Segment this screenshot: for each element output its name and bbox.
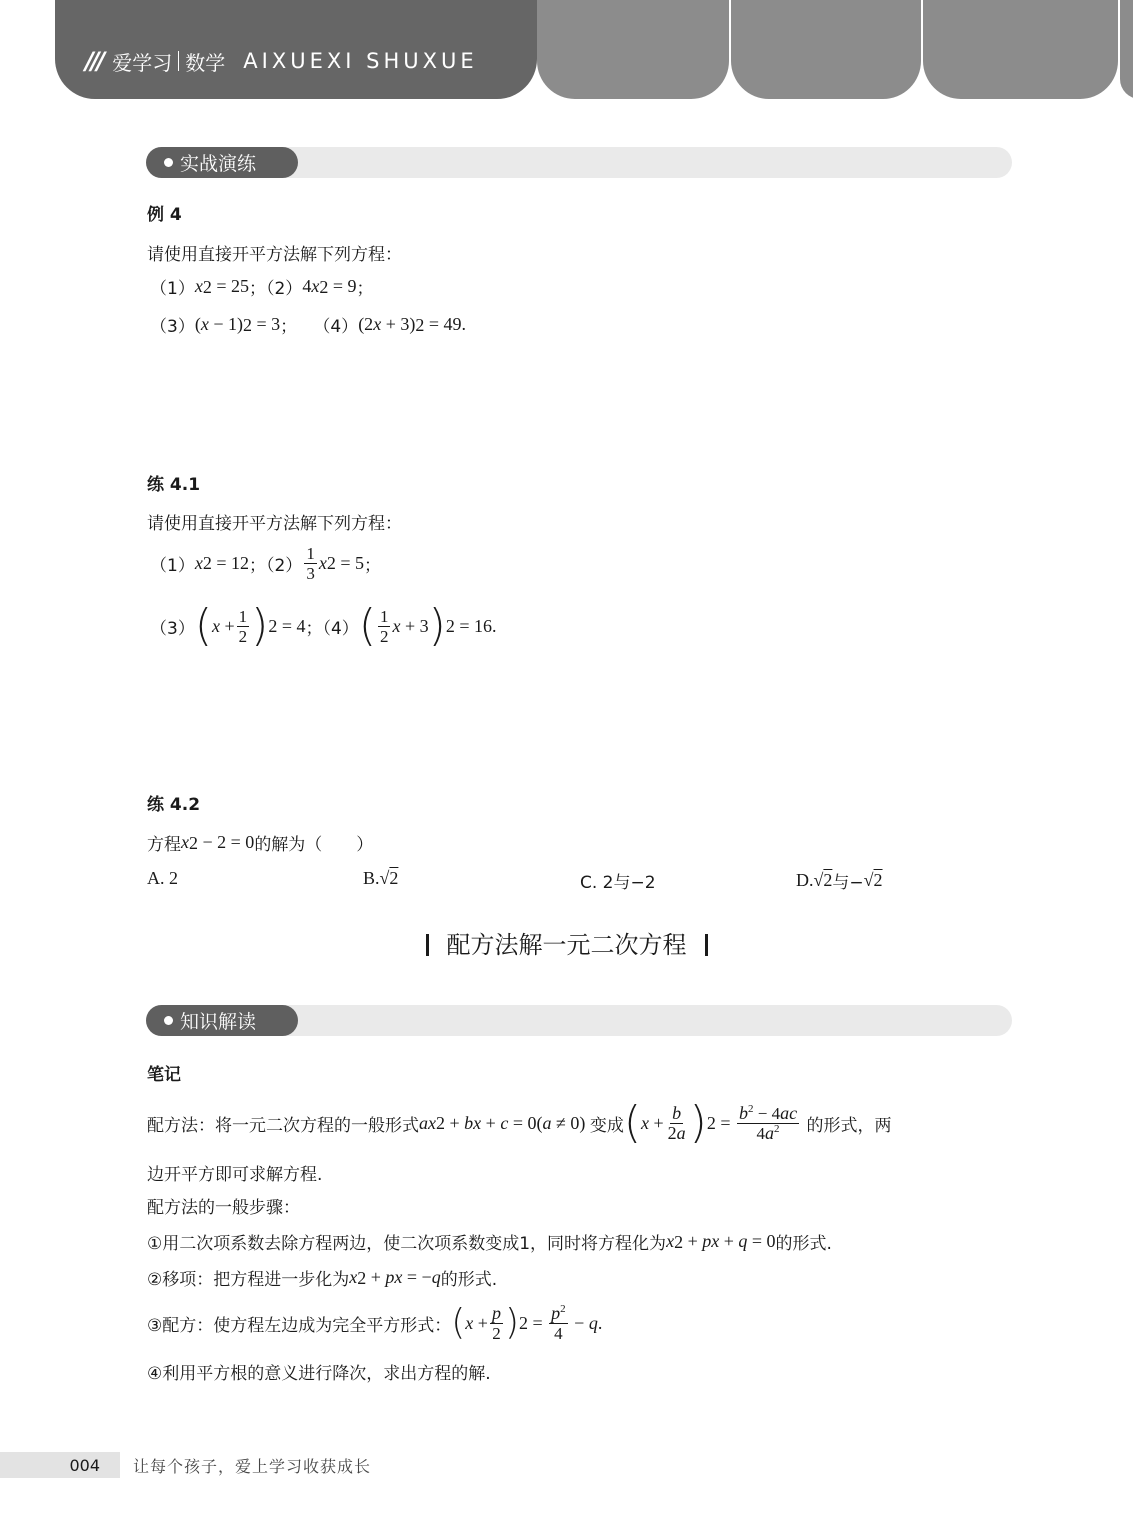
option-label: C. 2与−2 <box>580 873 656 893</box>
stem-text: 的解为（ ） <box>254 835 374 855</box>
chapter-title <box>0 925 1133 960</box>
practice-label: 练 4.1 <box>147 475 201 495</box>
step-3: ③配方：使方程左边成为完全平方形式： ( x + $\frac{p}{2}$ ) 2 = $\frac{p^2}{4}$ − q . <box>147 1302 603 1343</box>
sqrt-icon: √2 <box>379 868 399 888</box>
bullet-icon <box>164 1016 173 1025</box>
footer-slogan: 让每个孩子，爱上学习收获成长 <box>133 1457 372 1476</box>
example-line-1: （1） x 2 = 25 ；（2） 4 x 2 = 9 ； <box>150 276 374 299</box>
brand <box>85 44 478 78</box>
logo-icon: /// <box>85 47 103 75</box>
item-marker: （1） <box>150 279 195 299</box>
header-tab-1 <box>537 0 729 99</box>
item-marker: （1） <box>150 555 195 576</box>
def-text: 配方法：将一元二次方程的一般形式 <box>147 1115 419 1136</box>
option-label: B. <box>363 868 380 888</box>
item-marker: （4） <box>313 317 359 337</box>
step-text: ①用二次项系数去除方程两边，使二次项系数变成1，同时将方程化为 <box>147 1234 667 1254</box>
section-title: 知识解读 <box>180 1011 257 1033</box>
notes-definition: 配方法：将一元二次方程的一般形式 ax 2 + bx + c = 0( a ≠ 0) 变成 ( x + $\frac{b}{2a}$ ) 2 = $\frac{b^2 - 4ac}{4a^2}$ 的形式，两 <box>147 1097 892 1148</box>
item-marker: ；（2） <box>248 279 303 299</box>
option-label: D. <box>796 870 814 890</box>
def-text: 变成 <box>589 1115 624 1136</box>
brand-name: 爱学习 <box>112 50 173 75</box>
stem-text: 方程 <box>147 835 181 855</box>
step-text: ③配方：使方程左边成为完全平方形式： <box>147 1315 452 1336</box>
item-marker: ；（2） <box>248 555 303 576</box>
practice-line-2: （3） ( x + $\frac{1}{2}$ ) 2 = 4 ；（4） ( $\frac{1}{2}$ x + 3 ) 2 = 16. <box>150 600 497 651</box>
header-tab-3 <box>923 0 1118 99</box>
sqrt-icon: √2 <box>813 870 833 890</box>
header-tab-2 <box>731 0 921 99</box>
item-marker: （3） <box>150 317 195 337</box>
notes-definition-cont: 边开平方即可求解方程. <box>147 1165 323 1185</box>
step-text: 的形式. <box>775 1234 832 1254</box>
bullet-icon <box>164 158 173 167</box>
option-d[interactable] <box>796 868 883 893</box>
item-marker: ；（4） <box>305 618 359 639</box>
section-bar-practice <box>146 147 1012 178</box>
section-title: 实战演练 <box>180 153 257 175</box>
subject-name: 数学 <box>185 50 226 75</box>
step-text: 的形式. <box>440 1270 498 1290</box>
page-number <box>0 1452 120 1478</box>
example-label: 例 4 <box>147 205 182 225</box>
section-pill <box>146 147 298 178</box>
question-stem: 方程 x 2 − 2 = 0 的解为（ ） <box>147 832 374 855</box>
title-bar-left <box>426 934 429 956</box>
example-instruction: 请使用直接开平方法解下列方程： <box>147 245 402 265</box>
chapter-title-text: 配方法解一元二次方程 <box>446 931 687 959</box>
brand-english: AIXUEXI SHUXUE <box>243 49 478 73</box>
option-a[interactable]: A. 2 <box>147 868 178 888</box>
example-line-2: （3） ( x − 1) 2 = 3 ； （4） (2 x + 3) 2 = 49. <box>150 314 466 337</box>
steps-title: 配方法的一般步骤： <box>147 1198 300 1218</box>
step-text: ②移项：把方程进一步化为 <box>147 1270 350 1290</box>
brand-divider <box>178 51 179 71</box>
step-4: ④利用平方根的意义进行降次，求出方程的解. <box>147 1364 491 1384</box>
practice-label: 练 4.2 <box>147 795 201 815</box>
notes-label: 笔记 <box>147 1065 181 1085</box>
practice-instruction: 请使用直接开平方法解下列方程： <box>147 514 402 534</box>
item-marker: （3） <box>150 618 195 639</box>
title-bar-right <box>705 934 708 956</box>
section-pill <box>146 1005 298 1036</box>
option-b[interactable] <box>363 868 398 889</box>
practice-line-1: （1） x 2 = 12 ；（2） $\frac{1}{3}$ x 2 = 5 ； <box>150 543 381 583</box>
def-text: 的形式，两 <box>806 1115 892 1136</box>
header-tab-4 <box>1120 0 1133 99</box>
sqrt-icon: √2 <box>863 870 883 890</box>
option-text: 与− <box>832 873 864 893</box>
section-bar-knowledge <box>146 1005 1012 1036</box>
option-c[interactable] <box>580 868 656 893</box>
step-1: ①用二次项系数去除方程两边，使二次项系数变成1，同时将方程化为 x 2 + px + q = 0 的形式. <box>147 1231 832 1254</box>
step-2: ②移项：把方程进一步化为 x 2 + px = − q 的形式. <box>147 1267 498 1290</box>
page-number-text: 004 <box>69 1455 100 1475</box>
